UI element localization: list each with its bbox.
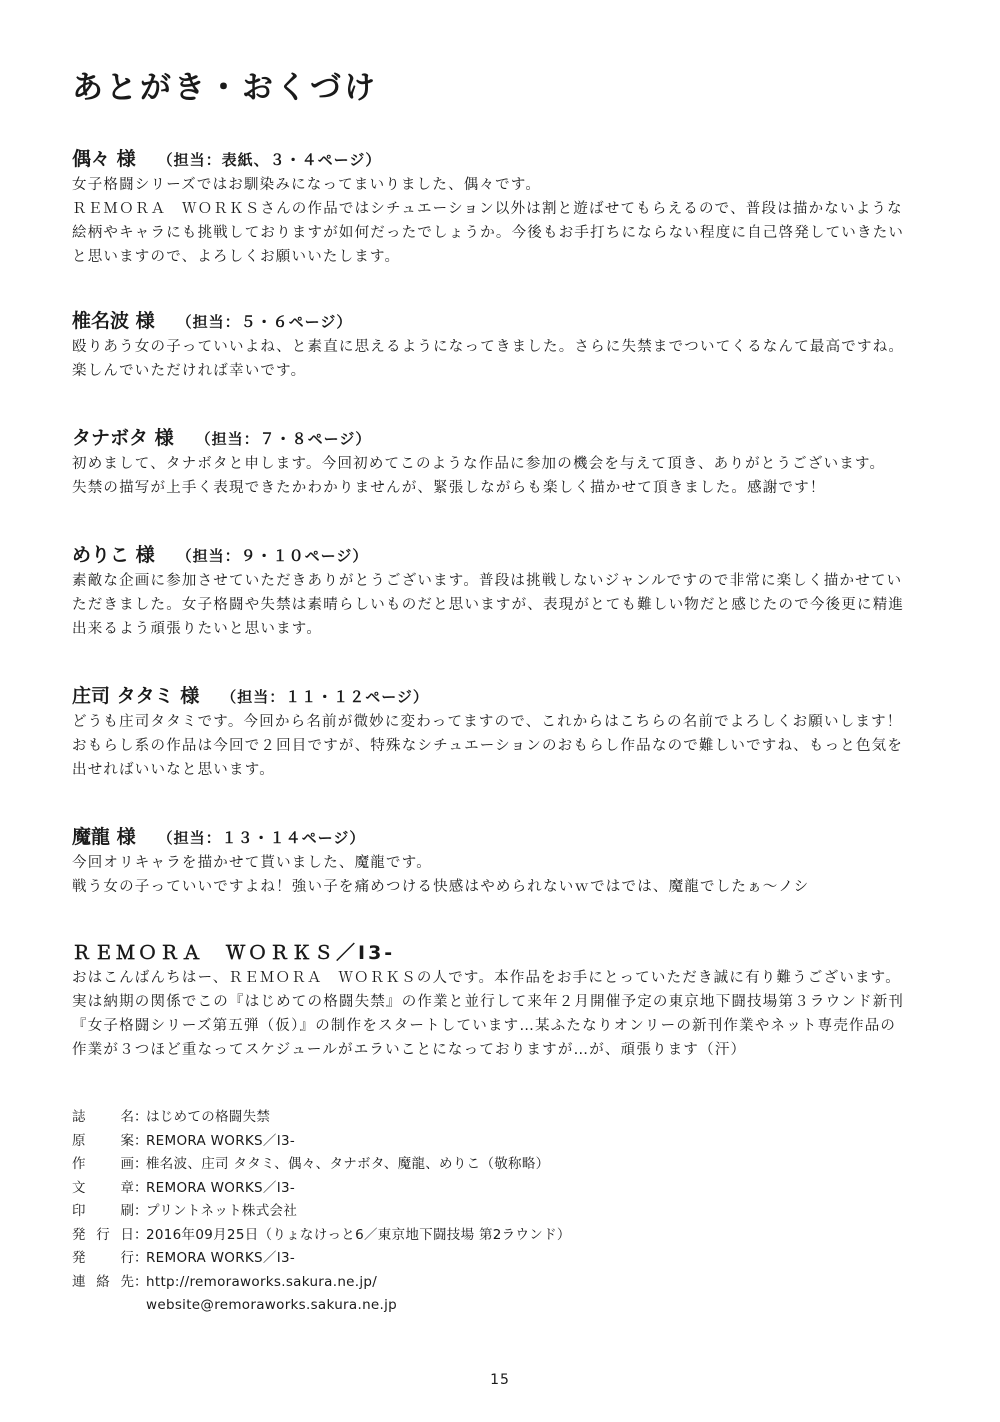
colophon-row-contact [72,1271,772,1295]
colophon-row-text [72,1177,772,1201]
body-line: 女子格闘シリーズではお馴染みになってまいりました、偶々です。 [72,177,542,193]
body-line: 絵柄やキャラにも挑戦しておりますが如何だったでしょうか。今後もお手打ちにならない程度に自己啓発していきたい [72,225,905,241]
page-title: あとがき・おくづけ [72,70,378,106]
colophon-label: 発行 [72,1250,134,1266]
section-heading [72,425,952,452]
colophon-row-title [72,1106,772,1130]
colophon-value: REMORA WORKS／I3- [146,1250,296,1266]
colophon-value: プリントネット株式会社 [146,1203,298,1219]
section-body [72,710,952,782]
colophon-label: 印刷 [72,1203,134,1219]
colophon-colon: ： [134,1109,148,1125]
section-body [72,452,952,500]
body-line: おはこんばんちはー、ＲＥＭＯＲＡ ＷＯＲＫＳの人です。本作品をお手にとっていただき誠に有り難うございます。 [72,970,901,986]
section-body [72,335,952,383]
colophon-colon: ： [134,1179,148,1196]
body-line: 今回オリキャラを描かせて貰いました、魔龍です。 [72,855,432,871]
colophon-row-original [72,1130,772,1154]
body-line: 実は納期の関係でこの『はじめての格闘失禁』の作業と並行して来年２月開催予定の東京地下闘技場第３ラウンド新刊 [72,994,905,1010]
body-line: 戦う女の子っていいですよね！強い子を痛めつける快感はやめられないｗではでは、魔龍でしたぁ～ノシ [72,879,810,895]
body-line: 初めまして、タナボタと申します。今回初めてこのような作品に参加の機会を与えて頂き、ありがとうございます。 [72,456,886,472]
afterword-section-remora-works [72,940,952,1062]
body-line: どうも庄司タタミです。今回から名前が微妙に変わってますので、これからはこちらの名前でよろしくお願いします！ [72,714,903,730]
section-heading [72,683,952,710]
body-line: 作業が３つほど重なってスケジュールがエラいことになっておりますが…が、頑張ります（汗） [72,1042,747,1058]
section-body [72,173,952,269]
contact-email: website@remoraworks.sakura.ne.jp [146,1297,398,1313]
section-body [72,851,952,899]
body-line: 出せればいいなと思います。 [72,762,275,778]
colophon-row-printing [72,1200,772,1224]
body-line: 素敵な企画に参加させていただきありがとうございます。普段は挑戦しないジャンルですので非常に楽しく描かせてい [72,573,903,589]
colophon-colon: ： [134,1156,148,1172]
body-line: おもらし系の作品は今回で２回目ですが、特殊なシチュエーションのおもらし作品なので難しいですね、もっと色気を [72,738,904,754]
contact-url: http://remoraworks.sakura.ne.jp/ [146,1273,378,1290]
author-name: タナボタ 様 [72,427,174,449]
colophon-value: REMORA WORKS／I3- [146,1132,296,1149]
afterword-section-guuguu [72,146,952,269]
section-heading [72,146,952,173]
colophon-label: 原案 [72,1132,134,1149]
assignment-note: （担当：７・８ページ） [195,430,372,448]
colophon-label: 作画 [72,1156,134,1172]
colophon-label: 誌名 [72,1109,134,1125]
colophon-value: 椎名波、庄司 タタミ、偶々、タナボタ、魔龍、めりこ（敬称略） [146,1156,550,1172]
body-line: 『女子格闘シリーズ第五弾（仮）』の制作をスタートしています…某ふたなりオンリーの新刊作業やネット専売作品の [72,1018,897,1034]
assignment-note: （担当：９・１０ページ） [176,547,369,565]
section-heading [72,824,952,851]
body-line: ＲＥＭＯＲＡ ＷＯＲＫＳさんの作品ではシチュエーション以外は割と遊ばせてもらえるので、普段は描かないような [72,201,903,217]
afterword-section-shiinanami [72,308,952,383]
afterword-section-shoji-tatami [72,683,952,782]
afterword-section-tanabota [72,425,952,500]
body-line: 失禁の描写が上手く表現できたかわかりませんが、緊張しながらも楽しく描かせて頂きました。感謝です！ [72,480,826,496]
assignment-note: （担当：１１・１２ページ） [221,688,429,706]
colophon-value: はじめての格闘失禁 [146,1109,271,1125]
afterword-section-maryu [72,824,952,899]
colophon-row-contact-email [72,1294,772,1318]
body-line: と思いますので、よろしくお願いいたします。 [72,249,401,265]
author-name: ＲＥＭＯＲＡ ＷＯＲＫＳ／I3- [72,942,396,964]
colophon-value: 2016年09月25日（りょなけっと6／東京地下闘技場 第2ラウンド） [146,1226,571,1243]
colophon-value: REMORA WORKS／I3- [146,1179,296,1196]
author-name: 椎名波 様 [72,310,155,332]
body-line: 楽しんでいただければ幸いです。 [72,363,307,379]
colophon-row-art [72,1153,772,1177]
assignment-note: （担当：表紙、３・４ページ） [157,151,382,169]
section-heading [72,542,952,569]
section-body [72,569,952,641]
page-number: 15 [490,1372,510,1388]
colophon-label: 発行日 [72,1226,134,1243]
body-line: ただきました。女子格闘や失禁は素晴らしいものだと思いますが、表現がとても難しい物だと感じたので今後更に精進 [72,597,905,613]
colophon-colon: ： [134,1226,148,1243]
colophon-label: 文章 [72,1179,134,1196]
author-name: めりこ 様 [72,544,155,566]
author-name: 庄司 タタミ 様 [72,685,200,707]
section-heading [72,940,952,966]
section-heading [72,308,952,335]
colophon-row-publisher [72,1247,772,1271]
afterword-section-meriko [72,542,952,641]
assignment-note: （担当：５・６ページ） [176,313,353,331]
author-name: 魔龍 様 [72,826,136,848]
body-line: 殴りあう女の子っていいよね、と素直に思えるようになってきました。さらに失禁までついてくるなんて最高ですね。 [72,339,905,355]
colophon [72,1106,772,1318]
colophon-colon: ： [134,1250,148,1266]
colophon-label: 連絡先 [72,1273,134,1290]
section-body [72,966,952,1062]
author-name: 偶々 様 [72,148,136,170]
assignment-note: （担当：１３・１４ページ） [157,829,366,847]
colophon-colon: ： [134,1132,148,1149]
colophon-row-date [72,1224,772,1248]
colophon-colon: ： [134,1273,148,1290]
colophon-colon: ： [134,1203,148,1219]
body-line: 出来るよう頑張りたいと思います。 [72,621,323,637]
